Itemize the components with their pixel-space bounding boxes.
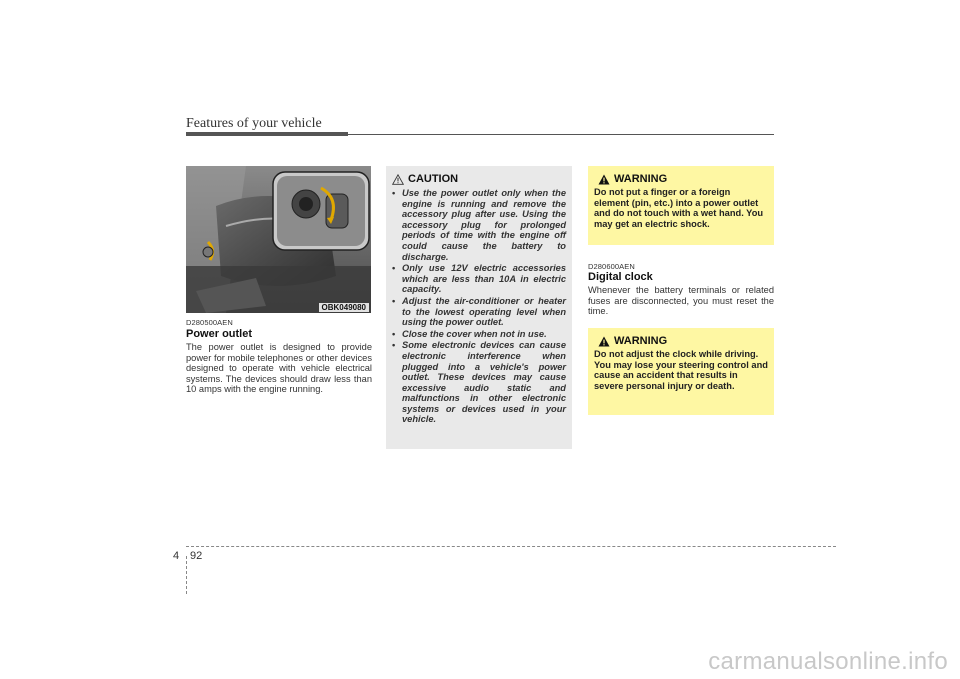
caution-item: • Adjust the air-conditioner or heater to the lowest operating level when using the power outlet.	[392, 295, 566, 328]
power-outlet-body: The power outlet is designed to provide power for mobile telephones or other devices designed to operate with vehicle electrical systems. The devices should draw less than 10 amps with the engine running.	[186, 342, 372, 395]
caution-item: • Some electronic devices can cause electronic interference when plugged into a vehicle's power outlet. These devices may cause excessive audio static and malfunctions in other electronic systems or devices used in your vehicle.	[392, 340, 566, 425]
warning-box-power-outlet	[588, 166, 774, 245]
header-rule-thick	[186, 132, 348, 136]
section-title-digital-clock: Digital clock	[588, 271, 653, 283]
warning-box-digital-clock	[588, 328, 774, 415]
section-code-digital-clock: D280600AEN	[588, 262, 635, 271]
caution-header	[392, 173, 566, 185]
caution-item: • Only use 12V electric accessories which are less than 10A in electric capacity.	[392, 263, 566, 295]
photo-caption: OBK049080	[319, 303, 369, 312]
footer-divider	[186, 556, 187, 594]
warning-header	[594, 335, 768, 347]
warning-title: WARNING	[614, 335, 668, 347]
caution-item: • Close the cover when not in use.	[392, 328, 547, 339]
warning-text: Do not adjust the clock while driving. You may lose your steering control and cause an accident that results in severe personal injury or death.	[594, 349, 768, 391]
section-code-power-outlet: D280500AEN	[186, 318, 233, 327]
caution-list	[392, 188, 566, 425]
footer-rule	[186, 546, 836, 547]
watermark: carmanualsonline.info	[708, 648, 948, 675]
caution-triangle-icon	[392, 174, 404, 185]
power-outlet-photo	[186, 166, 371, 313]
warning-triangle-icon	[598, 174, 610, 185]
warning-text: Do not put a finger or a foreign element (pin, etc.) into a power outlet and do not touch with a wet hand. You may get an electric shock.	[594, 187, 764, 229]
section-title-power-outlet: Power outlet	[186, 328, 253, 340]
console-illustration	[186, 166, 371, 313]
warning-title: WARNING	[614, 173, 668, 185]
header-rule-thin	[348, 134, 774, 135]
page-number: 92	[190, 550, 203, 562]
warning-triangle-icon	[598, 336, 610, 347]
caution-box	[386, 166, 572, 449]
digital-clock-body: Whenever the battery terminals or related fuses are disconnected, you must reset the time.	[588, 285, 774, 317]
caution-title: CAUTION	[408, 173, 459, 185]
warning-header	[594, 173, 768, 185]
chapter-number: 4	[173, 550, 180, 562]
caution-item: • Use the power outlet only when the engine is running and remove the accessory plug after use. Using the accessory plug for prolonged periods of time with the engine off could cause the battery to discharge.	[392, 188, 566, 262]
page-header-title: Features of your vehicle	[186, 116, 322, 131]
